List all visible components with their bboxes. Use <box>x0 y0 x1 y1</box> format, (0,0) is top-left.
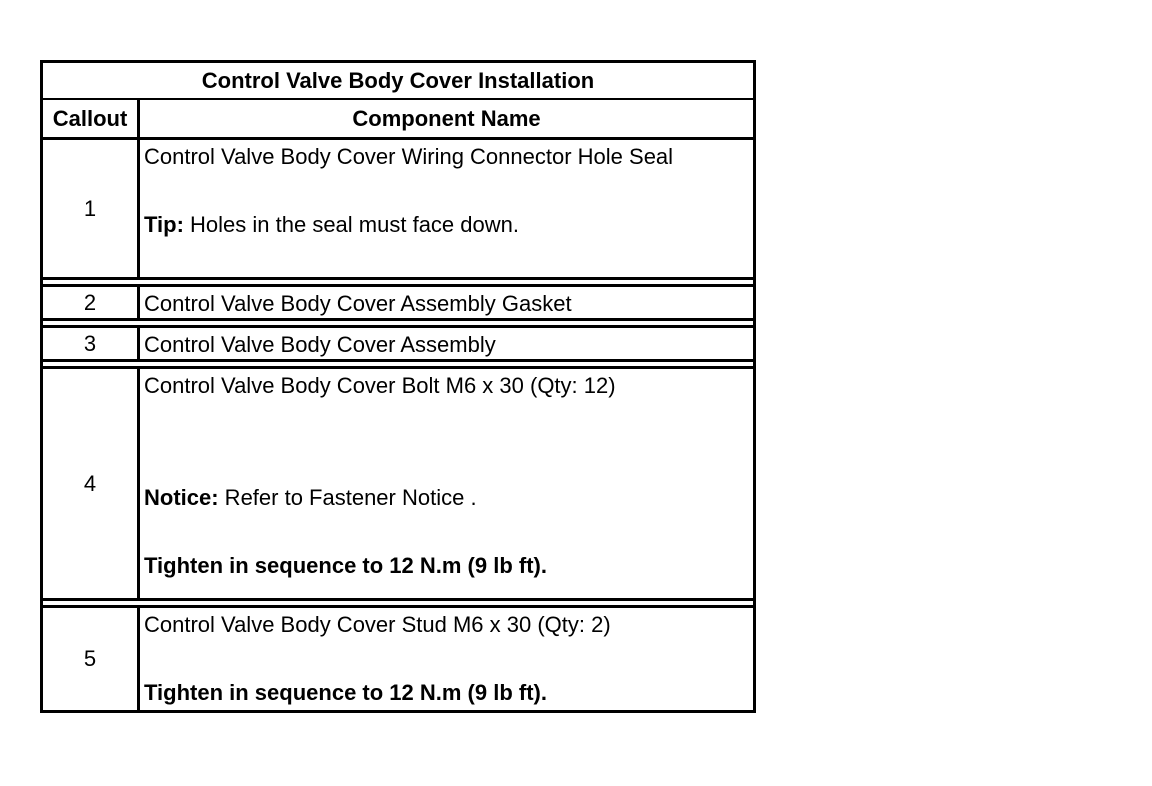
tip-text: Holes in the seal must face down. <box>183 212 519 237</box>
callout-cell: 2 <box>43 287 140 318</box>
table-row <box>40 325 756 362</box>
component-cell <box>140 287 753 318</box>
tip-label: Tip: <box>144 212 184 237</box>
component-name: Control Valve Body Cover Wiring Connector Hole Seal <box>144 144 674 169</box>
notice-text: Refer to Fastener Notice . <box>218 485 477 510</box>
callout-cell: 5 <box>43 608 140 710</box>
component-cell <box>140 608 753 710</box>
component-table <box>40 60 756 713</box>
tip-note <box>144 212 749 238</box>
table-header-row <box>40 100 756 140</box>
torque-spec: Tighten in sequence to 12 N.m (9 lb ft). <box>144 680 547 705</box>
component-name: Control Valve Body Cover Bolt M6 x 30 (Qty: 12) <box>144 373 616 398</box>
callout-cell: 4 <box>43 369 140 598</box>
table-row <box>40 140 756 280</box>
component-cell <box>140 369 753 598</box>
notice-label: Notice: <box>144 485 219 510</box>
component-name: Control Valve Body Cover Stud M6 x 30 (Qty: 2) <box>144 612 611 637</box>
table-row <box>40 605 756 713</box>
component-name: Control Valve Body Cover Assembly Gasket <box>144 291 572 316</box>
notice-note <box>144 485 749 511</box>
table-row <box>40 366 756 601</box>
table-row <box>40 284 756 321</box>
table-title: Control Valve Body Cover Installation <box>40 60 756 100</box>
callout-cell: 3 <box>43 328 140 359</box>
header-callout: Callout <box>43 100 140 137</box>
component-cell <box>140 328 753 359</box>
component-cell <box>140 140 753 277</box>
header-component-name: Component Name <box>352 105 541 131</box>
callout-cell: 1 <box>43 140 140 277</box>
torque-spec: Tighten in sequence to 12 N.m (9 lb ft). <box>144 553 547 578</box>
component-name: Control Valve Body Cover Assembly <box>144 332 496 357</box>
